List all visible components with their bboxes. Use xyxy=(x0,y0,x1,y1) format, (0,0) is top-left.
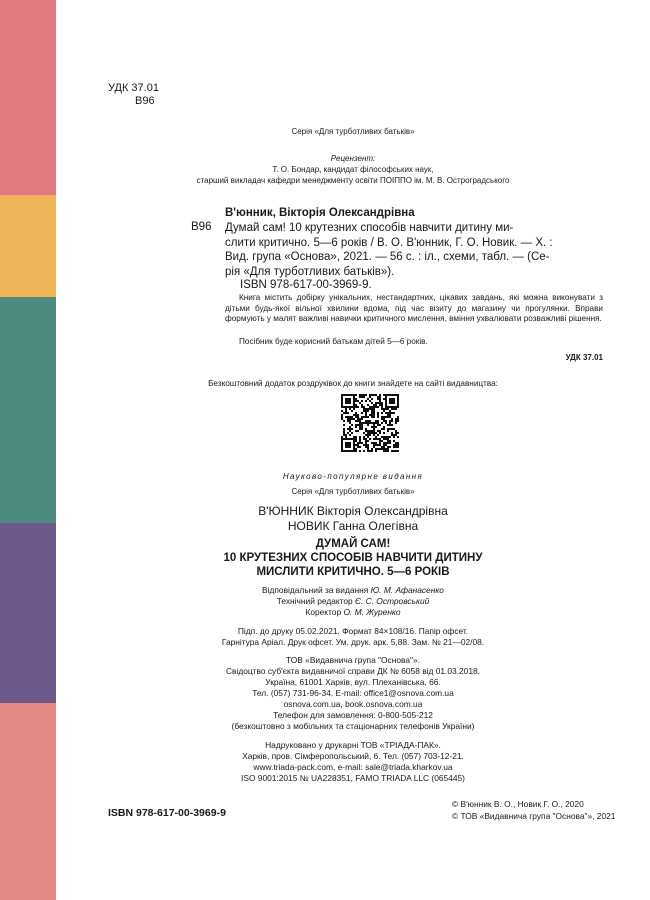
annotation: Книга містить добірку унікальних, нестандартних, цікавих завдань, які можна виконувати з дітьми будь-якої вільної хвилини вдома, під час візиту до магазину чи прогулянки. Вправи формують у малят важливі навички критичного мислення, вміння ухвалювати розважливі рішення. xyxy=(225,293,603,323)
udk-label: УДК 37.01 xyxy=(108,82,159,94)
decorative-color-stripe xyxy=(0,0,56,900)
udk-code: В96 xyxy=(135,95,155,107)
book-title-line: ДУМАЙ САМ! xyxy=(315,538,391,550)
bib-entry-line: Думай сам! 10 крутезних способів навчити дитину ми- xyxy=(225,222,514,234)
copyright-line: © В'юнник В. О., Новик Г. О., 2020 xyxy=(452,799,584,809)
staff-label: Відповідальний за видання xyxy=(262,585,369,595)
staff-proofreader xyxy=(56,607,650,617)
bib-isbn: ISBN 978-617-00-3969-9. xyxy=(240,279,372,291)
staff-label: Технічний редактор xyxy=(276,596,353,606)
reviewer-name: Т. О. Бондар, кандидат філософських наук, xyxy=(272,165,434,174)
staff-name: О. М. Журенко xyxy=(343,607,401,617)
publisher-line: (безкоштовно з мобільних та стаціонарних телефонів України) xyxy=(231,721,475,731)
reviewer-title: Рецензент: xyxy=(330,154,376,163)
printer-line: Надруковано у друкарні ТОВ «ТРІАДА-ПАК». xyxy=(265,740,441,750)
bib-entry-line: Вид. група «Основа», 2021. — 56 с. : іл., схеми, табл. — (Се- xyxy=(225,251,550,264)
stripe-teal xyxy=(0,297,56,523)
author-2: НОВИК Ганна Олегівна xyxy=(287,519,419,533)
staff-responsible xyxy=(56,585,650,595)
publisher-line: Тел. (057) 731-96-34. E-mail: office1@osnova.com.ua xyxy=(252,688,454,698)
qr-code[interactable] xyxy=(341,394,399,452)
reviewer-position: старший викладач кафедри менеджменту освіти ПОІППО ім. М. В. Остроградського xyxy=(196,176,510,185)
bib-author-heading: В'юнник, Вікторія Олександрівна xyxy=(225,207,415,219)
stripe-orange xyxy=(0,195,56,297)
qr-code-icon xyxy=(341,394,399,452)
staff-name: Є. С. Островський xyxy=(355,596,430,606)
stripe-purple xyxy=(0,523,56,703)
printer-line: www.triada-pack.com, e-mail: sale@triada.kharkov.ua xyxy=(253,762,453,772)
staff-label: Коректор xyxy=(305,607,342,617)
book-title-line: МИСЛИТИ КРИТИЧНО. 5—6 РОКІВ xyxy=(256,566,450,578)
bib-entry-line: слити критично. 5—6 років / В. О. В'юнник, Г. О. Новик. — Х. : xyxy=(225,236,553,249)
bib-entry-line: рія «Для турботливих батьків»). xyxy=(225,265,395,278)
annotation-audience: Посібник буде корисний батькам дітей 5—6 років. xyxy=(239,337,428,346)
author-1: В'ЮННИК Вікторія Олександрівна xyxy=(258,504,448,518)
staff-name: Ю. М. Афанасенко xyxy=(370,585,444,595)
bib-code: В96 xyxy=(191,221,212,233)
imprint-page xyxy=(56,0,650,900)
series-name-top: Серія «Для турботливих батьків» xyxy=(291,127,415,136)
printer-line: ISO 9001:2015 № UA228351, FAMO TRIADA LLC (065445) xyxy=(241,773,465,783)
series-name-bottom: Серія «Для турботливих батьків» xyxy=(291,487,415,496)
publisher-line: osnova.com.ua, book.osnova.com.ua xyxy=(283,699,423,709)
publisher-line: Україна, 61001 Харків, вул. Плеханівська, 66. xyxy=(265,677,441,687)
supplement-note: Безкоштовний додаток роздруківок до книги знайдете на сайті видавництва: xyxy=(208,379,498,388)
stripe-salmon xyxy=(0,703,56,900)
copyright-line: © ТОВ «Видавнича група "Основа"», 2021 xyxy=(452,811,616,821)
edition-type: Науково-популярне видання xyxy=(282,472,424,481)
isbn-bottom: ISBN 978-617-00-3969-9 xyxy=(108,807,226,819)
print-spec-line: Підп. до друку 05.02.2021. Формат 84×108/16. Папір офсет. xyxy=(237,626,469,636)
bib-entry xyxy=(225,221,603,279)
book-title-line: 10 КРУТЕЗНИХ СПОСОБІВ НАВЧИТИ ДИТИНУ xyxy=(223,552,483,564)
udk-right: УДК 37.01 xyxy=(565,353,603,362)
publisher-line: Свідоцтво суб'єкта видавничої справи ДК № 6058 від 01.03.2018. xyxy=(225,666,480,676)
publisher-line: ТОВ «Видавнича група "Основа"». xyxy=(286,655,420,665)
publisher-line: Телефон для замовлення: 0-800-505-212 xyxy=(273,710,433,720)
print-spec-line: Гарнітура Аріал. Друк офсет. Ум. друк. арк. 5,88. Зам. № 21—02/08. xyxy=(221,637,485,647)
staff-tech-editor xyxy=(56,596,650,606)
printer-line: Харків, пров. Сімферопольський, 6. Тел. (057) 703-12-21. xyxy=(242,751,464,761)
stripe-pink xyxy=(0,0,56,195)
